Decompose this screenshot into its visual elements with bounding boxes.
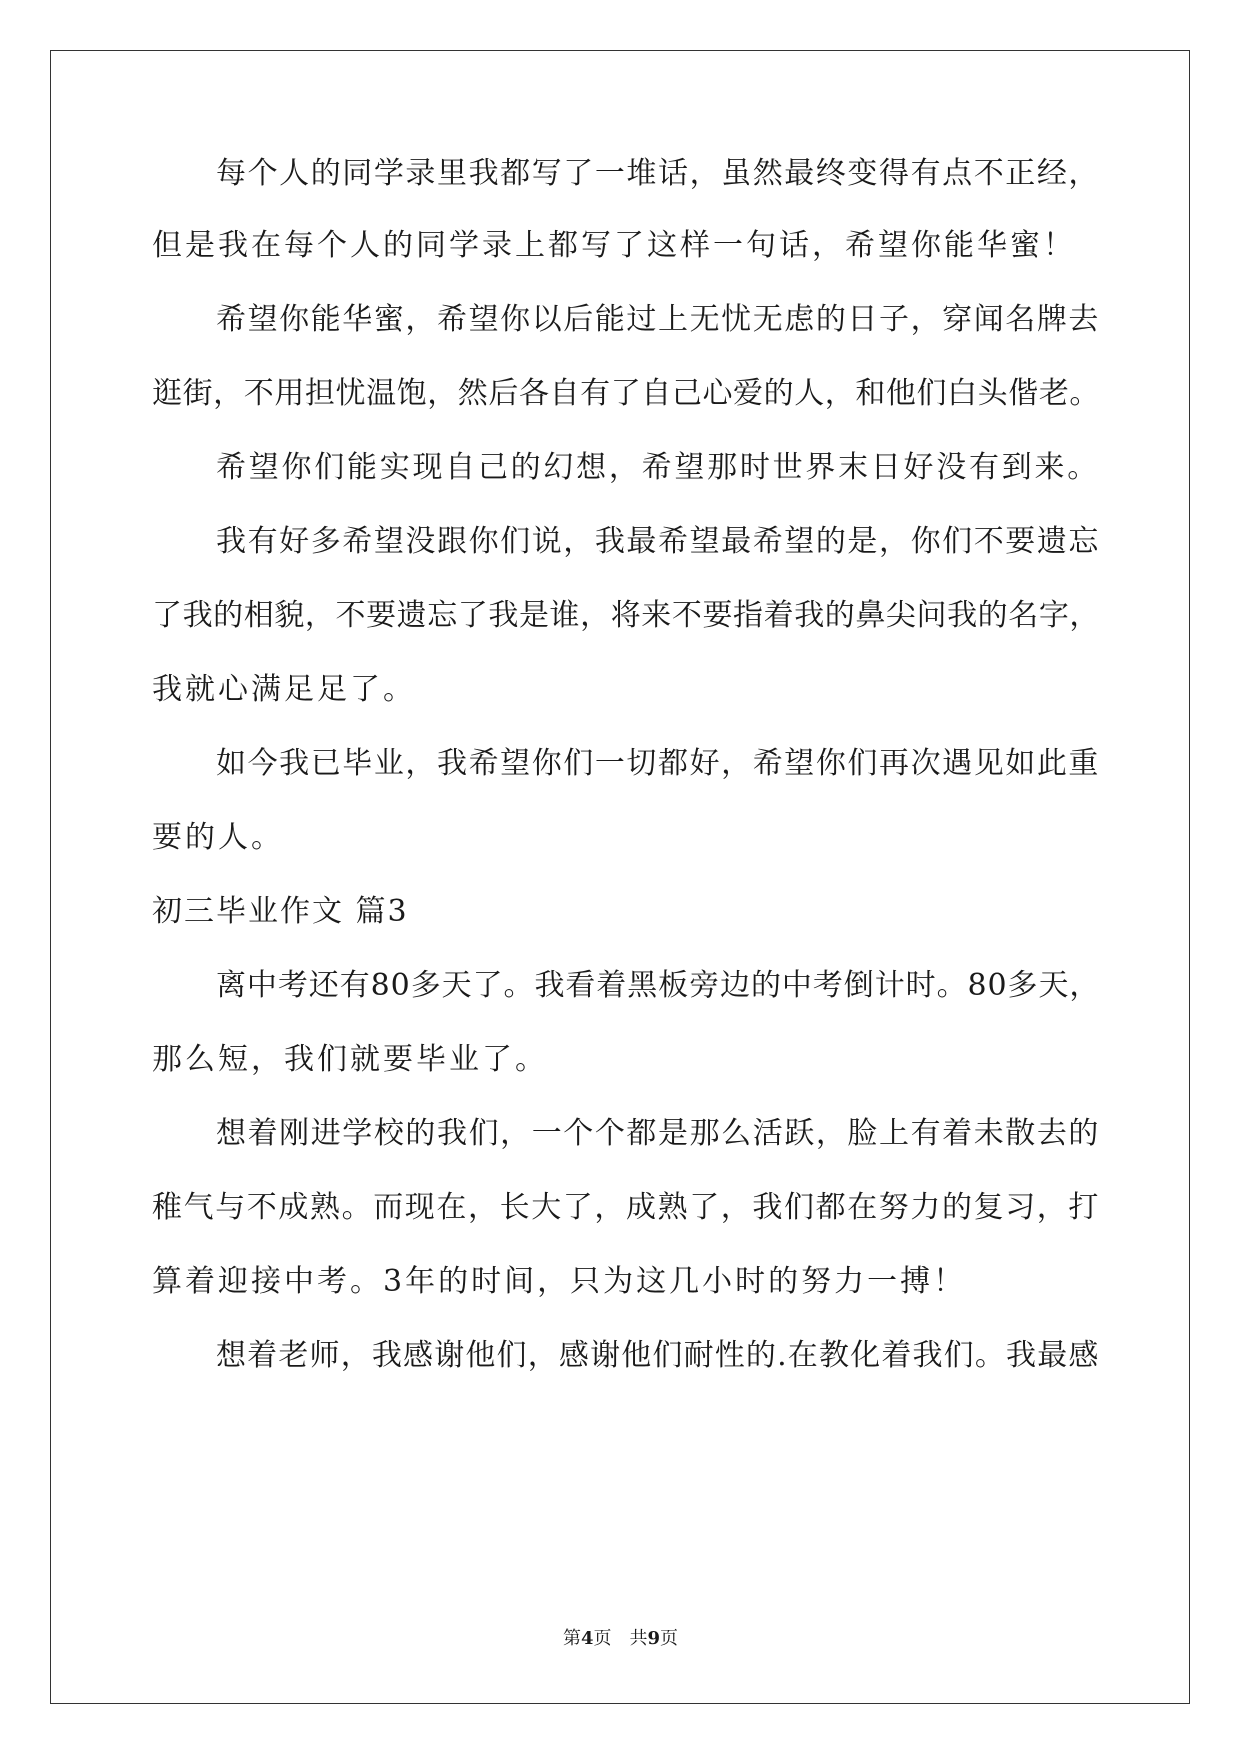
current-page: 4 bbox=[580, 1628, 594, 1649]
paragraph-line: 那么短，我们就要毕业了。 bbox=[152, 1042, 548, 1077]
paragraph-line: 如今我已毕业，我希望你们一切都好，希望你们再次遇见如此重 bbox=[216, 746, 1100, 781]
page-number-suffix: 页 bbox=[660, 1628, 679, 1649]
paragraph-line: 想着老师，我感谢他们，感谢他们耐性的.在教化着我们。我最感 bbox=[216, 1338, 1100, 1373]
paragraph-line: 算着迎接中考。3年的时间，只为这几小时的努力一搏！ bbox=[152, 1264, 967, 1299]
paragraph-line: 但是我在每个人的同学录上都写了这样一句话，希望你能华蜜！ bbox=[152, 228, 1076, 263]
paragraph-line: 了我的相貌，不要遗忘了我是谁，将来不要指着我的鼻尖问我的名字， bbox=[152, 598, 1100, 633]
paragraph-line: 逛街，不用担忧温饱，然后各自有了自己心爱的人，和他们白头偕老。 bbox=[152, 376, 1100, 411]
paragraph-line: 我有好多希望没跟你们说，我最希望最希望的是，你们不要遗忘 bbox=[216, 524, 1100, 559]
page-number-prefix: 第 bbox=[562, 1628, 581, 1649]
paragraph-line: 离中考还有80多天了。我看着黑板旁边的中考倒计时。80多天， bbox=[216, 968, 1101, 1003]
paragraph-line: 稚气与不成熟。而现在，长大了，成熟了，我们都在努力的复习，打 bbox=[152, 1190, 1100, 1225]
paragraph-line: 我就心满足足了。 bbox=[152, 672, 416, 707]
paragraph-line: 希望你能华蜜，希望你以后能过上无忧无虑的日子，穿闻名牌去 bbox=[216, 302, 1100, 337]
page-number bbox=[0, 1624, 1241, 1650]
total-pages: 9 bbox=[647, 1628, 661, 1649]
paragraph-line: 每个人的同学录里我都写了一堆话，虽然最终变得有点不正经， bbox=[216, 156, 1100, 191]
paragraph-line: 希望你们能实现自己的幻想，希望那时世界末日好没有到来。 bbox=[216, 450, 1100, 485]
paragraph-line: 要的人。 bbox=[152, 820, 284, 855]
paragraph-line: 想着刚进学校的我们，一个个都是那么活跃，脸上有着未散去的 bbox=[216, 1116, 1100, 1151]
page-number-middle: 页 共 bbox=[593, 1628, 648, 1649]
section-heading: 初三毕业作文 篇3 bbox=[152, 894, 409, 929]
